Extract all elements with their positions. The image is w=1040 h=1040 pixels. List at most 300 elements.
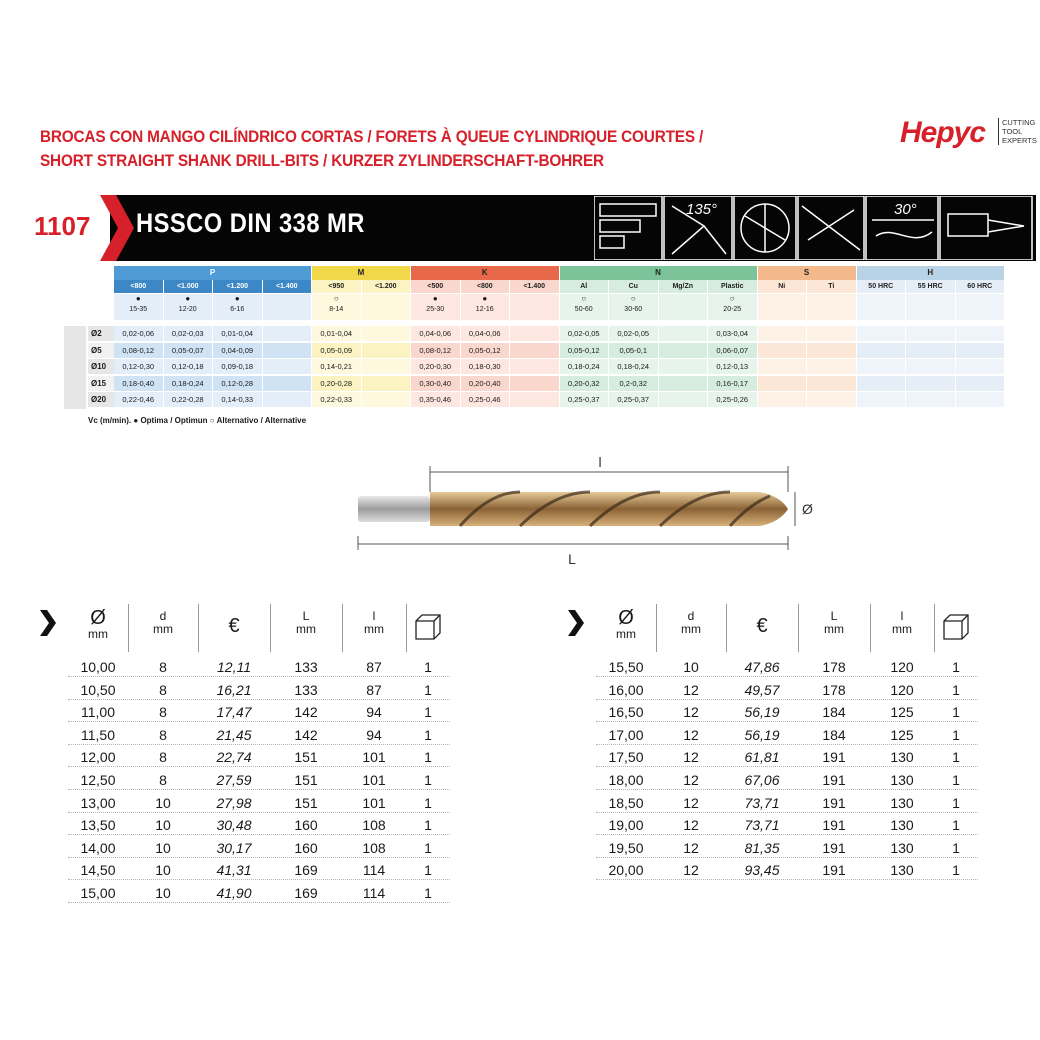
cell-diameter: 18,50: [608, 794, 644, 811]
feed-cell: [659, 392, 708, 408]
feed-cell: 0,18-0,40: [114, 376, 163, 392]
feed-cell: [263, 376, 312, 392]
material-vc-N-0: [560, 294, 609, 320]
cell-pack-qty: 1: [424, 749, 432, 766]
cell-pack-qty: 1: [424, 839, 432, 856]
shank-profile-icon: [594, 196, 662, 260]
cell-shank-d: 8: [159, 681, 167, 698]
feed-cell: 0,04-0,06: [461, 326, 510, 342]
feed-cell: 0,20-0,32: [560, 376, 609, 392]
material-sub-N-0: Al: [560, 280, 609, 293]
feed-cell: 0,18-0,30: [461, 359, 510, 375]
cell-pack-qty: 1: [952, 817, 960, 834]
cell-pack-qty: 1: [952, 794, 960, 811]
header-price: [198, 604, 270, 652]
table-row: [68, 792, 450, 814]
feed-cell: 0,12-0,13: [708, 359, 757, 375]
drill-shank: [358, 496, 430, 522]
material-vc-H-2: [956, 294, 1005, 320]
table-row: [68, 724, 450, 746]
cell-total-length: 191: [822, 862, 846, 879]
cell-flute-length: 101: [362, 749, 386, 766]
cell-pack-qty: 1: [952, 659, 960, 675]
cell-price: 73,71: [744, 817, 780, 834]
feed-cell: [956, 392, 1005, 408]
title-line-2: SHORT STRAIGHT SHANK DRILL-BITS / KURZER ZYLINDERSCHAFT-BOHRER: [40, 152, 604, 170]
feed-cell: [263, 359, 312, 375]
feed-cell: [659, 359, 708, 375]
header-total-length: [270, 604, 342, 652]
header-flute-length: [342, 604, 406, 652]
cell-shank-d: 12: [683, 794, 699, 811]
material-sub-K-0: <500: [411, 280, 460, 293]
material-group-N: N: [560, 266, 757, 280]
feed-cell: 0,03-0,04: [708, 326, 757, 342]
material-group-P: P: [114, 266, 311, 280]
cell-pack-qty: 1: [424, 772, 432, 788]
column-separator: [342, 604, 343, 652]
row-divider: [68, 857, 450, 858]
feed-cell: 0,20-0,40: [461, 376, 510, 392]
cell-price: 22,74: [216, 749, 252, 766]
feed-cell: 0,20-0,28: [312, 376, 361, 392]
feed-cell: [906, 392, 955, 408]
logo-tagline-2: TOOL: [1002, 127, 1023, 136]
cell-diameter: 15,50: [608, 659, 644, 675]
feed-row-label: Ø10: [88, 359, 114, 375]
material-sub-P-2: <1.200: [213, 280, 262, 293]
catalog-title: [40, 125, 747, 173]
cell-price: 56,19: [744, 726, 780, 743]
header-price-symbol: €: [228, 615, 240, 637]
header-price-symbol: €: [756, 615, 768, 637]
cell-flute-length: 120: [890, 681, 914, 698]
feed-cell: [956, 326, 1005, 342]
cell-shank-d: 8: [159, 659, 167, 675]
cell-flute-length: 130: [890, 749, 914, 766]
chevron-icon: [100, 195, 140, 261]
drill-feature-icons: [594, 196, 1034, 260]
cell-price: 17,47: [216, 704, 252, 721]
column-separator: [270, 604, 271, 652]
column-separator: [656, 604, 657, 652]
table-row: [68, 882, 450, 904]
material-sub-H-0: 50 HRC: [857, 280, 906, 293]
header-flute-length-unit: mm: [364, 622, 384, 636]
feed-cell: 0,25-0,46: [461, 392, 510, 408]
cell-diameter: 16,50: [608, 704, 644, 721]
feed-cell: [510, 376, 559, 392]
optimal-dot-icon: ●: [482, 294, 488, 303]
material-vc-S-0: [758, 294, 807, 320]
angle-135-label: 135°: [686, 201, 718, 218]
cell-flute-length: 108: [362, 817, 386, 834]
table-row: [596, 814, 978, 836]
feed-cell: 0,04-0,06: [411, 326, 460, 342]
feed-cell: [263, 326, 312, 342]
material-vc-N-1: [609, 294, 658, 320]
header-diameter-unit: mm: [88, 627, 108, 641]
cell-pack-qty: 1: [424, 659, 432, 675]
cell-price: 21,45: [216, 726, 252, 743]
feed-cell: 0,12-0,18: [164, 359, 213, 375]
header-flute-length-symbol: l: [900, 609, 904, 623]
table-row: [596, 769, 978, 791]
legend-alternative: Alternativo / Alternative: [216, 416, 307, 425]
material-sub-N-2: Mg/Zn: [659, 280, 708, 293]
header-total-length-symbol: L: [302, 609, 310, 623]
cell-diameter: 10,00: [80, 659, 116, 675]
cell-diameter: 20,00: [608, 862, 644, 879]
cell-price: 16,21: [216, 681, 252, 698]
cell-shank-d: 8: [159, 726, 167, 743]
row-divider: [596, 812, 978, 813]
material-sub-S-0: Ni: [758, 280, 807, 293]
feed-cell: 0,22-0,46: [114, 392, 163, 408]
feed-cell: [758, 359, 807, 375]
feed-cell: 0,08-0,12: [114, 343, 163, 359]
cell-total-length: 184: [822, 726, 846, 743]
cell-diameter: 11,00: [81, 704, 115, 721]
legend-optimal: Optima / Optimun: [140, 416, 208, 425]
cell-shank-d: 12: [683, 772, 699, 788]
column-separator: [934, 604, 935, 652]
feed-cell: [362, 359, 411, 375]
table-row: [596, 837, 978, 859]
material-sub-P-0: <800: [114, 280, 163, 293]
header-shank-d-symbol: d: [159, 609, 167, 623]
cell-diameter: 10,50: [80, 681, 116, 698]
material-vc-H-1: [906, 294, 955, 320]
cell-shank-d: 8: [159, 704, 167, 721]
table-row: [596, 724, 978, 746]
cell-shank-d: 10: [155, 794, 171, 811]
cell-shank-d: 8: [159, 749, 167, 766]
column-separator: [406, 604, 407, 652]
cell-total-length: 191: [822, 794, 846, 811]
cell-total-length: 169: [294, 885, 318, 901]
cell-total-length: 191: [822, 749, 846, 766]
cell-diameter: 19,50: [608, 839, 644, 856]
alternative-ring-icon: ○: [333, 294, 339, 303]
material-sub-P-3: <1.400: [263, 280, 312, 293]
table-row: [596, 859, 978, 881]
cell-price: 73,71: [744, 794, 780, 811]
feed-side-bar: [64, 326, 86, 409]
material-sub-N-1: Cu: [609, 280, 658, 293]
table-chevron-icon: [40, 610, 58, 636]
feed-row-label: Ø15: [88, 376, 114, 392]
cell-pack-qty: 1: [952, 839, 960, 856]
row-divider: [68, 744, 450, 745]
header-flute-length: [870, 604, 934, 652]
cell-price: 47,86: [744, 659, 780, 675]
cell-price: 41,90: [216, 885, 252, 901]
cell-shank-d: 10: [155, 862, 171, 879]
material-group-H: H: [857, 266, 1005, 280]
vc-range: 12-20: [178, 306, 197, 313]
feed-cell: 0,30-0,40: [411, 376, 460, 392]
column-separator: [726, 604, 727, 652]
optimal-dot-icon: ●: [234, 294, 240, 303]
cell-pack-qty: 1: [952, 681, 960, 698]
table-row: [596, 792, 978, 814]
row-divider: [596, 857, 978, 858]
row-divider: [596, 766, 978, 767]
header-total-length-unit: mm: [824, 622, 844, 636]
product-code: 1107: [34, 211, 91, 241]
cell-total-length: 151: [294, 772, 318, 788]
cell-price: 81,35: [744, 839, 780, 856]
row-divider: [68, 879, 450, 880]
table-row: [596, 746, 978, 768]
material-sub-H-2: 60 HRC: [956, 280, 1005, 293]
row-divider: [68, 812, 450, 813]
cell-pack-qty: 1: [952, 726, 960, 743]
cell-total-length: 191: [822, 772, 846, 788]
logo-tagline: [998, 118, 1037, 145]
table-row: [596, 701, 978, 723]
package-box-icon: [941, 612, 971, 642]
product-name: HSSCO DIN 338 MR: [136, 208, 365, 238]
feed-cell: [263, 343, 312, 359]
cell-total-length: 142: [294, 704, 318, 721]
cell-shank-d: 10: [155, 817, 171, 834]
feed-cell: 0,18-0,24: [560, 359, 609, 375]
cell-total-length: 133: [294, 659, 318, 675]
total-length-label: L: [568, 551, 576, 567]
material-group-M: M: [312, 266, 410, 280]
legend-ring-icon: ○: [209, 416, 215, 425]
material-vc-N-3: [708, 294, 757, 320]
cell-price: 67,06: [744, 772, 780, 788]
cell-flute-length: 130: [890, 817, 914, 834]
material-vc-K-0: [411, 294, 460, 320]
feed-cell: [857, 326, 906, 342]
material-group-K: K: [411, 266, 559, 280]
cell-diameter: 13,00: [80, 794, 116, 811]
feed-cell: [362, 376, 411, 392]
logo-tagline-1: CUTTING: [1002, 118, 1036, 127]
cell-total-length: 142: [294, 726, 318, 743]
cell-price: 49,57: [744, 681, 780, 698]
feed-cell: 0,02-0,06: [114, 326, 163, 342]
cell-diameter: 19,00: [608, 817, 644, 834]
logo-wordmark: Hepyc: [900, 116, 986, 149]
feed-cell: 0,20-0,30: [411, 359, 460, 375]
header-total-length: [798, 604, 870, 652]
feed-cell: [362, 343, 411, 359]
material-vc-K-2: [510, 294, 559, 320]
drill-illustration: [350, 452, 820, 570]
material-vc-H-0: [857, 294, 906, 320]
header-flute-length-symbol: l: [372, 609, 376, 623]
row-divider: [68, 699, 450, 700]
feed-cell: [510, 343, 559, 359]
cell-price: 12,11: [217, 659, 251, 675]
feed-cell: [510, 326, 559, 342]
feed-cell: [807, 343, 856, 359]
cell-shank-d: 10: [155, 839, 171, 856]
cell-price: 61,81: [744, 749, 780, 766]
feed-cell: 0,35-0,46: [411, 392, 460, 408]
cell-pack-qty: 1: [424, 885, 432, 901]
cell-diameter: 14,50: [80, 862, 116, 879]
row-divider: [68, 789, 450, 790]
cell-flute-length: 87: [366, 681, 382, 698]
feed-cell: 0,18-0,24: [609, 359, 658, 375]
header-pack-qty: [934, 604, 978, 652]
feed-cell: 0,02-0,05: [609, 326, 658, 342]
feed-cell: [758, 376, 807, 392]
feed-row-label: Ø5: [88, 343, 114, 359]
cell-flute-length: 114: [362, 862, 386, 879]
flute-length-label: l: [598, 454, 602, 470]
header-price: [726, 604, 798, 652]
feed-cell: [857, 359, 906, 375]
feed-cell: [659, 376, 708, 392]
material-vc-P-0: [114, 294, 163, 320]
row-divider: [596, 879, 978, 880]
cell-shank-d: 12: [683, 681, 699, 698]
row-divider: [596, 699, 978, 700]
cell-price: 27,98: [216, 794, 252, 811]
row-divider: [596, 834, 978, 835]
feed-cell: [758, 343, 807, 359]
header-shank-d: [656, 604, 726, 652]
cell-diameter: 18,00: [608, 772, 644, 788]
header-diameter: [596, 604, 656, 652]
cell-diameter: 15,00: [80, 885, 116, 901]
material-group-S: S: [758, 266, 856, 280]
logo-tagline-3: EXPERTS: [1002, 136, 1037, 145]
cell-pack-qty: 1: [424, 726, 432, 743]
material-vc-M-0: [312, 294, 361, 320]
feed-cell: [758, 392, 807, 408]
material-sub-K-1: <800: [461, 280, 510, 293]
vc-range: 30-60: [624, 306, 643, 313]
row-divider: [68, 902, 450, 903]
cell-total-length: 191: [822, 839, 846, 856]
cell-pack-qty: 1: [424, 817, 432, 834]
cell-flute-length: 94: [366, 726, 382, 743]
feed-cell: [263, 392, 312, 408]
table-row: [68, 679, 450, 701]
vc-range: 6-16: [230, 306, 245, 313]
row-divider: [68, 721, 450, 722]
cell-flute-length: 130: [890, 772, 914, 788]
row-divider: [596, 744, 978, 745]
feed-cell: 0,09-0,18: [213, 359, 262, 375]
table-row: [68, 769, 450, 791]
feed-cell: 0,02-0,05: [560, 326, 609, 342]
material-vc-K-1: [461, 294, 510, 320]
header-diameter-symbol: Ø: [618, 607, 634, 629]
cell-shank-d: 8: [159, 772, 167, 788]
feed-cell: 0,25-0,37: [560, 392, 609, 408]
cell-price: 56,19: [744, 704, 780, 721]
feed-cell: 0,18-0,24: [164, 376, 213, 392]
cell-diameter: 16,00: [608, 681, 644, 698]
feed-cell: 0,05-0,12: [461, 343, 510, 359]
material-sub-P-1: <1.000: [164, 280, 213, 293]
table-row: [68, 859, 450, 881]
cell-flute-length: 108: [362, 839, 386, 856]
cell-total-length: 151: [294, 749, 318, 766]
feed-cell: [956, 343, 1005, 359]
cell-total-length: 160: [294, 839, 318, 856]
table-row: [596, 679, 978, 701]
material-vc-N-2: [659, 294, 708, 320]
cell-flute-length: 87: [366, 659, 382, 675]
vc-range: 8-14: [329, 306, 344, 313]
alternative-ring-icon: ○: [581, 294, 587, 303]
cell-shank-d: 12: [683, 862, 699, 879]
product-code-box: [30, 195, 110, 261]
vc-range: 20-25: [723, 306, 742, 313]
column-separator: [198, 604, 199, 652]
row-divider: [596, 789, 978, 790]
material-vc-P-2: [213, 294, 262, 320]
feed-cell: [906, 376, 955, 392]
header-shank-d-symbol: d: [687, 609, 695, 623]
feed-cell: 0,01-0,04: [312, 326, 361, 342]
row-divider: [68, 766, 450, 767]
vc-legend: [88, 416, 306, 425]
optimal-dot-icon: ●: [135, 294, 141, 303]
feed-cell: 0,01-0,04: [213, 326, 262, 342]
feed-cell: [857, 376, 906, 392]
feed-cell: 0,05-0,1: [609, 343, 658, 359]
cell-flute-length: 130: [890, 794, 914, 811]
cell-total-length: 178: [822, 681, 846, 698]
cell-flute-length: 94: [366, 704, 382, 721]
header-diameter-symbol: Ø: [90, 607, 106, 629]
table-row: [68, 837, 450, 859]
cell-pack-qty: 1: [424, 862, 432, 879]
cell-diameter: 17,00: [608, 726, 644, 743]
cell-total-length: 184: [822, 704, 846, 721]
material-sub-S-1: Ti: [807, 280, 856, 293]
feed-cell: 0,08-0,12: [411, 343, 460, 359]
cell-total-length: 160: [294, 817, 318, 834]
cell-flute-length: 125: [890, 726, 914, 743]
material-vc-M-1: [362, 294, 411, 320]
material-sub-M-1: <1.200: [362, 280, 411, 293]
table-row: [596, 656, 978, 678]
header-pack-qty: [406, 604, 450, 652]
cell-pack-qty: 1: [952, 749, 960, 766]
feed-row-label: Ø2: [88, 326, 114, 342]
feed-cell: 0,22-0,28: [164, 392, 213, 408]
title-line-1: BROCAS CON MANGO CILÍNDRICO CORTAS / FORETS À QUEUE CYLINDRIQUE COURTES /: [40, 128, 704, 146]
legend-dot-icon: ●: [133, 416, 139, 425]
cell-price: 30,48: [216, 817, 252, 834]
cell-flute-length: 130: [890, 862, 914, 879]
table-row: [68, 656, 450, 678]
feed-cell: [956, 376, 1005, 392]
feed-cell: [807, 326, 856, 342]
feed-cell: [362, 392, 411, 408]
feed-cell: [857, 343, 906, 359]
cell-total-length: 133: [294, 681, 318, 698]
feed-cell: [857, 392, 906, 408]
row-divider: [68, 834, 450, 835]
feed-cell: [510, 359, 559, 375]
angle-30-label: 30°: [894, 201, 917, 218]
feed-cell: 0,12-0,28: [213, 376, 262, 392]
feed-cell: [956, 359, 1005, 375]
